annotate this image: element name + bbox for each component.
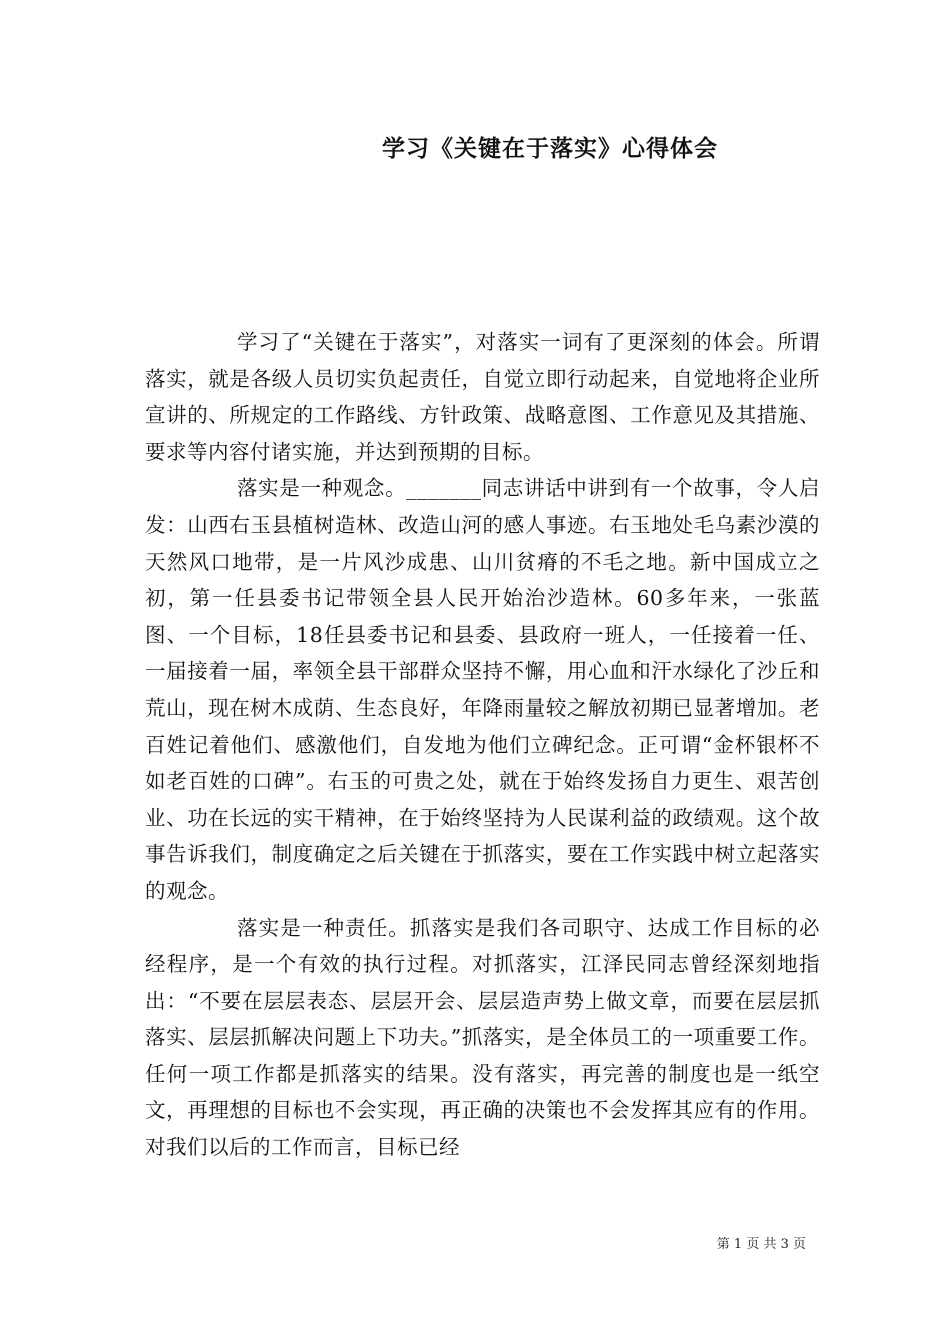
- document-body: [145, 324, 820, 1166]
- paragraph-responsibility: 落实是一种责任。抓落实是我们各司职守、达成工作目标的必经程序，是一个有效的执行过程。对抓落实，江泽民同志曾经深刻地指出：“不要在层层表态、层层开会、层层造声势上做文章，而要在层层抓落实、层层抓解决问题上下功夫。”抓落实，是全体员工的一项重要工作。任何一项工作都是抓落实的结果。没有落实，再完善的制度也是一纸空文，再理想的目标也不会实现，再正确的决策也不会发挥其应有的作用。对我们以后的工作而言，目标已经: [145, 915, 820, 1160]
- paragraph-concept: 落实是一种观念。_______同志讲话中讲到有一个故事，令人启发：山西右玉县植树造林、改造山河的感人事迹。右玉地处毛乌素沙漠的天然风口地带，是一片风沙成患、山川贫瘠的不毛之地。新中国成立之初，第一任县委书记带领全县人民开始治沙造林。60多年来，一张蓝图、一个目标，18任县委书记和县委、县政府一班人，一任接着一任、一届接着一届，率领全县干部群众坚持不懈，用心血和汗水绿化了沙丘和荒山，现在树木成荫、生态良好，年降雨量较之解放初期已显著增加。老百姓记着他们、感激他们，自发地为他们立碑纪念。正可谓“金杯银杯不如老百姓的口碑”。右玉的可贵之处，就在于始终发扬自力更生、艰苦创业、功在长远的实干精神，在于始终坚持为人民谋利益的政绩观。这个故事告诉我们，制度确定之后关键在于抓落实，要在工作实践中树立起落实的观念。: [145, 476, 820, 903]
- page-number: 第 1 页 共 3 页: [716, 1237, 806, 1252]
- paragraph-intro: 学习了“关键在于落实”，对落实一词有了更深刻的体会。所谓落实，就是各级人员切实负起责任，自觉立即行动起来，自觉地将企业所宣讲的、所规定的工作路线、方针政策、战略意图、工作意见及其措施、要求等内容付诸实施，并达到预期的目标。: [145, 330, 820, 464]
- document-title: 学习《关键在于落实》心得体会: [382, 135, 718, 162]
